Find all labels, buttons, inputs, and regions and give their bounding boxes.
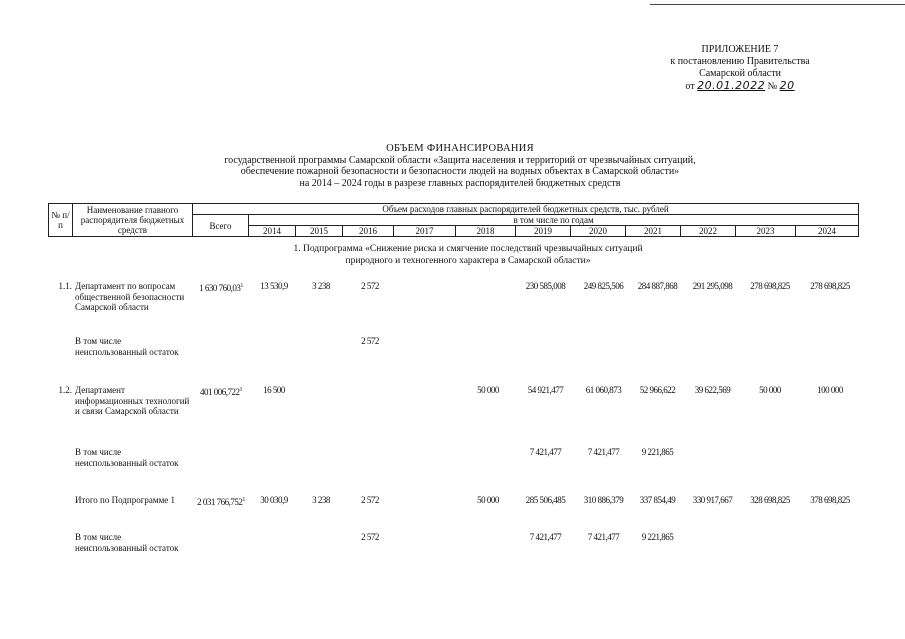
date-value: 20.01.2022: [697, 79, 766, 92]
row-total-footnote: 1: [242, 497, 245, 503]
row-year-value: 2 572: [361, 495, 379, 505]
title-line2: государственной программы Самарской области «Защита населения и территорий от чрезвычайных ситуаций,: [224, 154, 696, 166]
row-name: Департамент информационных технологий и связи Самарской области: [75, 385, 190, 416]
row-year-value: 3 238: [312, 281, 330, 291]
header-by-years: в том числе по годам: [249, 215, 859, 226]
header-year: 2018: [456, 226, 516, 237]
row-total: [193, 495, 249, 508]
row-year-value: 61 060,873: [585, 385, 622, 395]
row-year-value: 52 966,622: [639, 385, 676, 395]
header-volume: Объем расходов главных распорядителей бюджетных средств, тыс. рублей: [193, 204, 859, 215]
row-name: В том числе неиспользованный остаток: [75, 336, 179, 357]
header-year: 2024: [796, 226, 859, 237]
row-year-value: 50 000: [759, 385, 781, 395]
row-name: В том числе неиспользованный остаток: [75, 447, 179, 468]
top-rule: [650, 4, 905, 5]
row-year-value: 230 585,008: [525, 281, 566, 291]
row-year-value: 100 000: [817, 385, 843, 395]
row-year-value: 378 698,825: [810, 495, 850, 505]
header-total: Всего: [193, 215, 249, 237]
header-year: 2022: [681, 226, 736, 237]
row-year-value: 54 921,477: [527, 385, 564, 395]
title-line1: ОБЪЕМ ФИНАНСИРОВАНИЯ: [386, 143, 534, 154]
row-year-value: 7 421,477: [529, 532, 562, 542]
header-year: 2020: [571, 226, 626, 237]
header-name: Наименование главного распорядителя бюджетных средств: [73, 204, 193, 237]
row-number: 1.2.: [58, 385, 72, 395]
row-name: Департамент по вопросам общественной безопасности Самарской области: [75, 281, 185, 312]
title-line4: на 2014 – 2024 годы в разрезе главных распорядителей бюджетных средств: [299, 177, 621, 189]
row-total-value: 401 006,722: [200, 387, 240, 397]
row-number: 1.1.: [58, 281, 72, 291]
row-year-value: 284 887,868: [637, 281, 678, 291]
header-year: 2019: [516, 226, 571, 237]
header-year: 2016: [343, 226, 394, 237]
appendix-date-line: [630, 80, 850, 93]
row-year-value: 249 825,506: [583, 281, 624, 291]
header-year: 2015: [296, 226, 343, 237]
row-year-value: 16 500: [263, 385, 285, 395]
document-title: [170, 143, 750, 189]
title-line3: обеспечение пожарной безопасности и безопасности людей на водных объектах в Самарской области»: [240, 166, 680, 177]
row-year-value: 310 886,379: [583, 495, 624, 505]
row-year-value: 7 421,477: [587, 447, 620, 457]
row-year-value: 9 221,865: [641, 532, 674, 542]
row-year-value: 278 698,825: [750, 281, 790, 291]
header-year: 2017: [394, 226, 456, 237]
row-year-value: 7 421,477: [587, 532, 620, 542]
row-total-value: 2 031 766,752: [197, 497, 243, 507]
row-year-value: 3 238: [312, 495, 330, 505]
row-total-value: 1 630 760,03: [199, 283, 241, 293]
row-year-value: 2 572: [361, 532, 379, 542]
subprogram-line2: природного и техногенного характера в Самарской области»: [345, 255, 591, 266]
number-prefix: №: [767, 81, 778, 92]
header-no: № п/п: [49, 204, 73, 237]
subprogram-line1: 1. Подпрограмма «Снижение риска и смягчение последствий чрезвычайных ситуаций: [293, 244, 643, 254]
header-year: 2023: [736, 226, 796, 237]
appendix-block: [630, 44, 850, 93]
number-value: 20: [779, 79, 795, 92]
header-year: 2014: [249, 226, 296, 237]
row-year-value: 330 917,667: [692, 495, 733, 505]
row-year-value: 13 530,9: [260, 281, 288, 291]
row-total: [193, 385, 249, 398]
row-year-value: 50 000: [477, 495, 499, 505]
row-year-value: 7 421,477: [529, 447, 562, 457]
financing-table-header: [48, 203, 859, 237]
row-year-value: 50 000: [477, 385, 499, 395]
date-prefix: от: [685, 81, 695, 92]
row-total: [193, 281, 249, 294]
row-year-value: 291 295,098: [692, 281, 733, 291]
row-total-footnote: 1: [240, 283, 243, 289]
row-total-footnote: 1: [239, 387, 242, 393]
row-year-value: 337 854,49: [639, 495, 676, 505]
header-year: 2021: [626, 226, 681, 237]
row-year-value: 9 221,865: [641, 447, 674, 457]
row-year-value: 285 506,485: [525, 495, 566, 505]
appendix-line3: Самарской области: [699, 68, 781, 79]
row-year-value: 39 622,569: [694, 385, 731, 395]
row-year-value: 328 698,825: [750, 495, 790, 505]
row-year-value: 30 030,9: [260, 495, 288, 505]
appendix-line2: к постановлению Правительства: [670, 56, 810, 67]
row-year-value: 278 698,825: [810, 281, 850, 291]
row-name: В том числе неиспользованный остаток: [75, 532, 179, 553]
appendix-title: ПРИЛОЖЕНИЕ 7: [701, 44, 779, 55]
row-name: Итого по Подпрограмме 1: [75, 495, 176, 505]
row-year-value: 2 572: [361, 281, 379, 291]
subprogram-title: [258, 244, 678, 267]
row-year-value: 2 572: [361, 336, 379, 346]
